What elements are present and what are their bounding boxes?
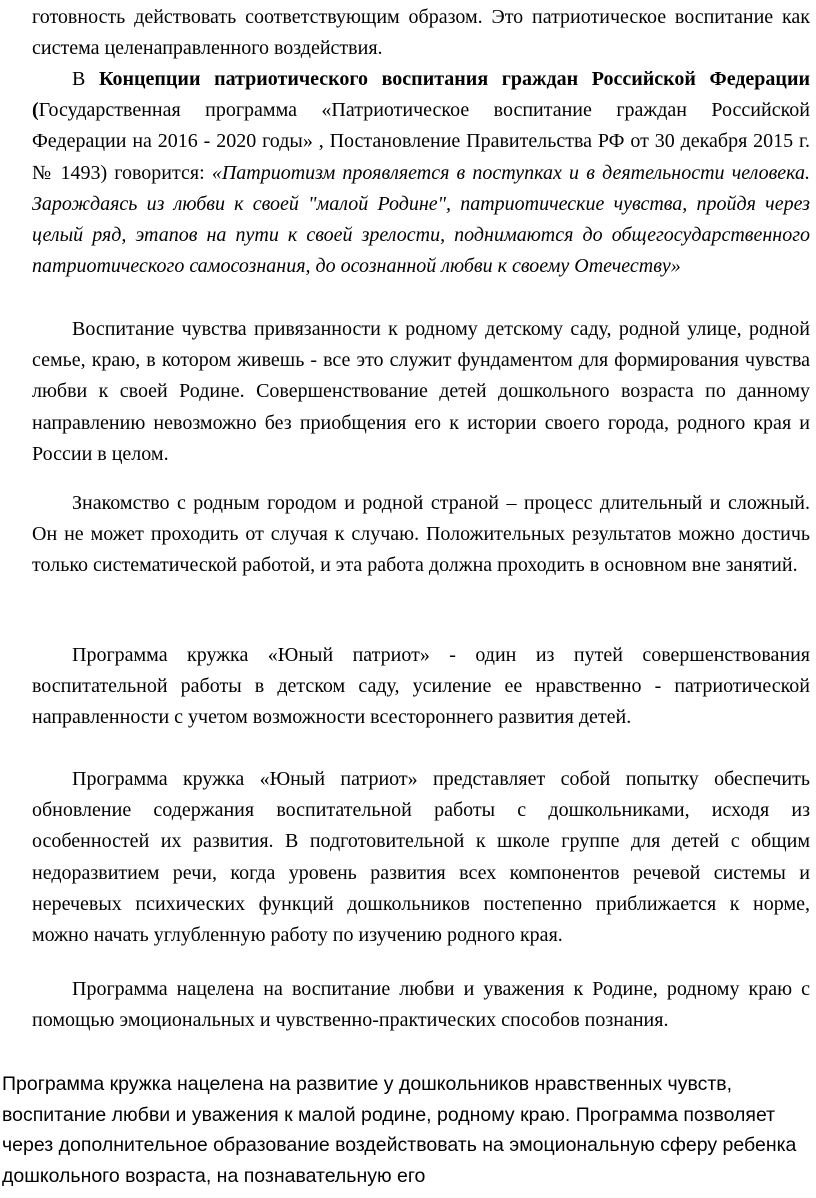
paragraph-attachment: Воспитание чувства привязанности к родному детскому саду, родной улице, родной семье, краю, в котором живешь - все это служит фундаментом для формирования чувства любви к своей Родине. Совершенствование детей дошкольного возраста по данному направлению невозможно без приобщения его к истории своего города, родного края и России в целом. [32,318,810,465]
paragraph-program-path: Программа кружка «Юный патриот» - один из путей совершенствования воспитательной работы в детском саду, усиление ее нравственно - патриотической направленности с учетом возможности всестороннего развития детей. [32,644,810,729]
paragraph-concept [32,64,810,282]
concept-title-bold: Концепции патриотического воспитания граждан Российской Федерации ( [32,68,810,122]
concept-reference-text: Государственная программа «Патриотическое воспитание граждан Российской Федерации на 2016 - 2020 годы» , Постановление Правительства РФ от 30 декабря 2015 г. № 1493) говорится: [32,99,810,184]
paragraph-program-aim: Программа нацелена на воспитание любви и уважения к Родине, родному краю с помощью эмоциональных и чувственно-практических способов познания. [32,978,810,1032]
paragraph-program-circle: Программа кружка нацелена на развитие у дошкольников нравственных чувств, воспитание любви и уважения к малой родине, родному краю. Программа позволяет через дополнительное образование воздействовать на эмоциональную сферу ребенка дошкольного возраста, на познавательную его [2,1073,797,1187]
concept-quote-italic: «Патриотизм проявляется в поступках и в деятельности человека. Зарождаясь из любви к своей "малой Родине", патриотические чувства, пройдя через целый ряд, этапов на пути к своей зрелости, поднимаются до общегосударственного патриотического самосознания, до осознанной любви к своему Отечеству» [32,161,811,278]
paragraph-program-attempt: Программа кружка «Юный патриот» представляет собой попытку обеспечить обновление содержания воспитательной работы с дошкольниками, исходя из особенностей их развития. В подготовительной к школе группе для детей с общим недоразвитием речи, когда уровень развития всех компонентов речевой системы и неречевых психических функций дошкольников постепенно приближается к норме, можно начать углубленную работу по изучению родного края. [32,768,810,947]
paragraph-continuation: готовность действовать соответствующим образом. Это патриотическое воспитание как система целенаправленного воздействия. [32,6,810,60]
concept-lead-text: В [72,68,99,90]
paragraph-acquaintance: Знакомство с родным городом и родной страной – процесс длительный и сложный. Он не может проходить от случая к случаю. Положительных результатов можно достичь только систематической работой, и эта работа должна проходить в основном вне занятий. [32,492,810,577]
